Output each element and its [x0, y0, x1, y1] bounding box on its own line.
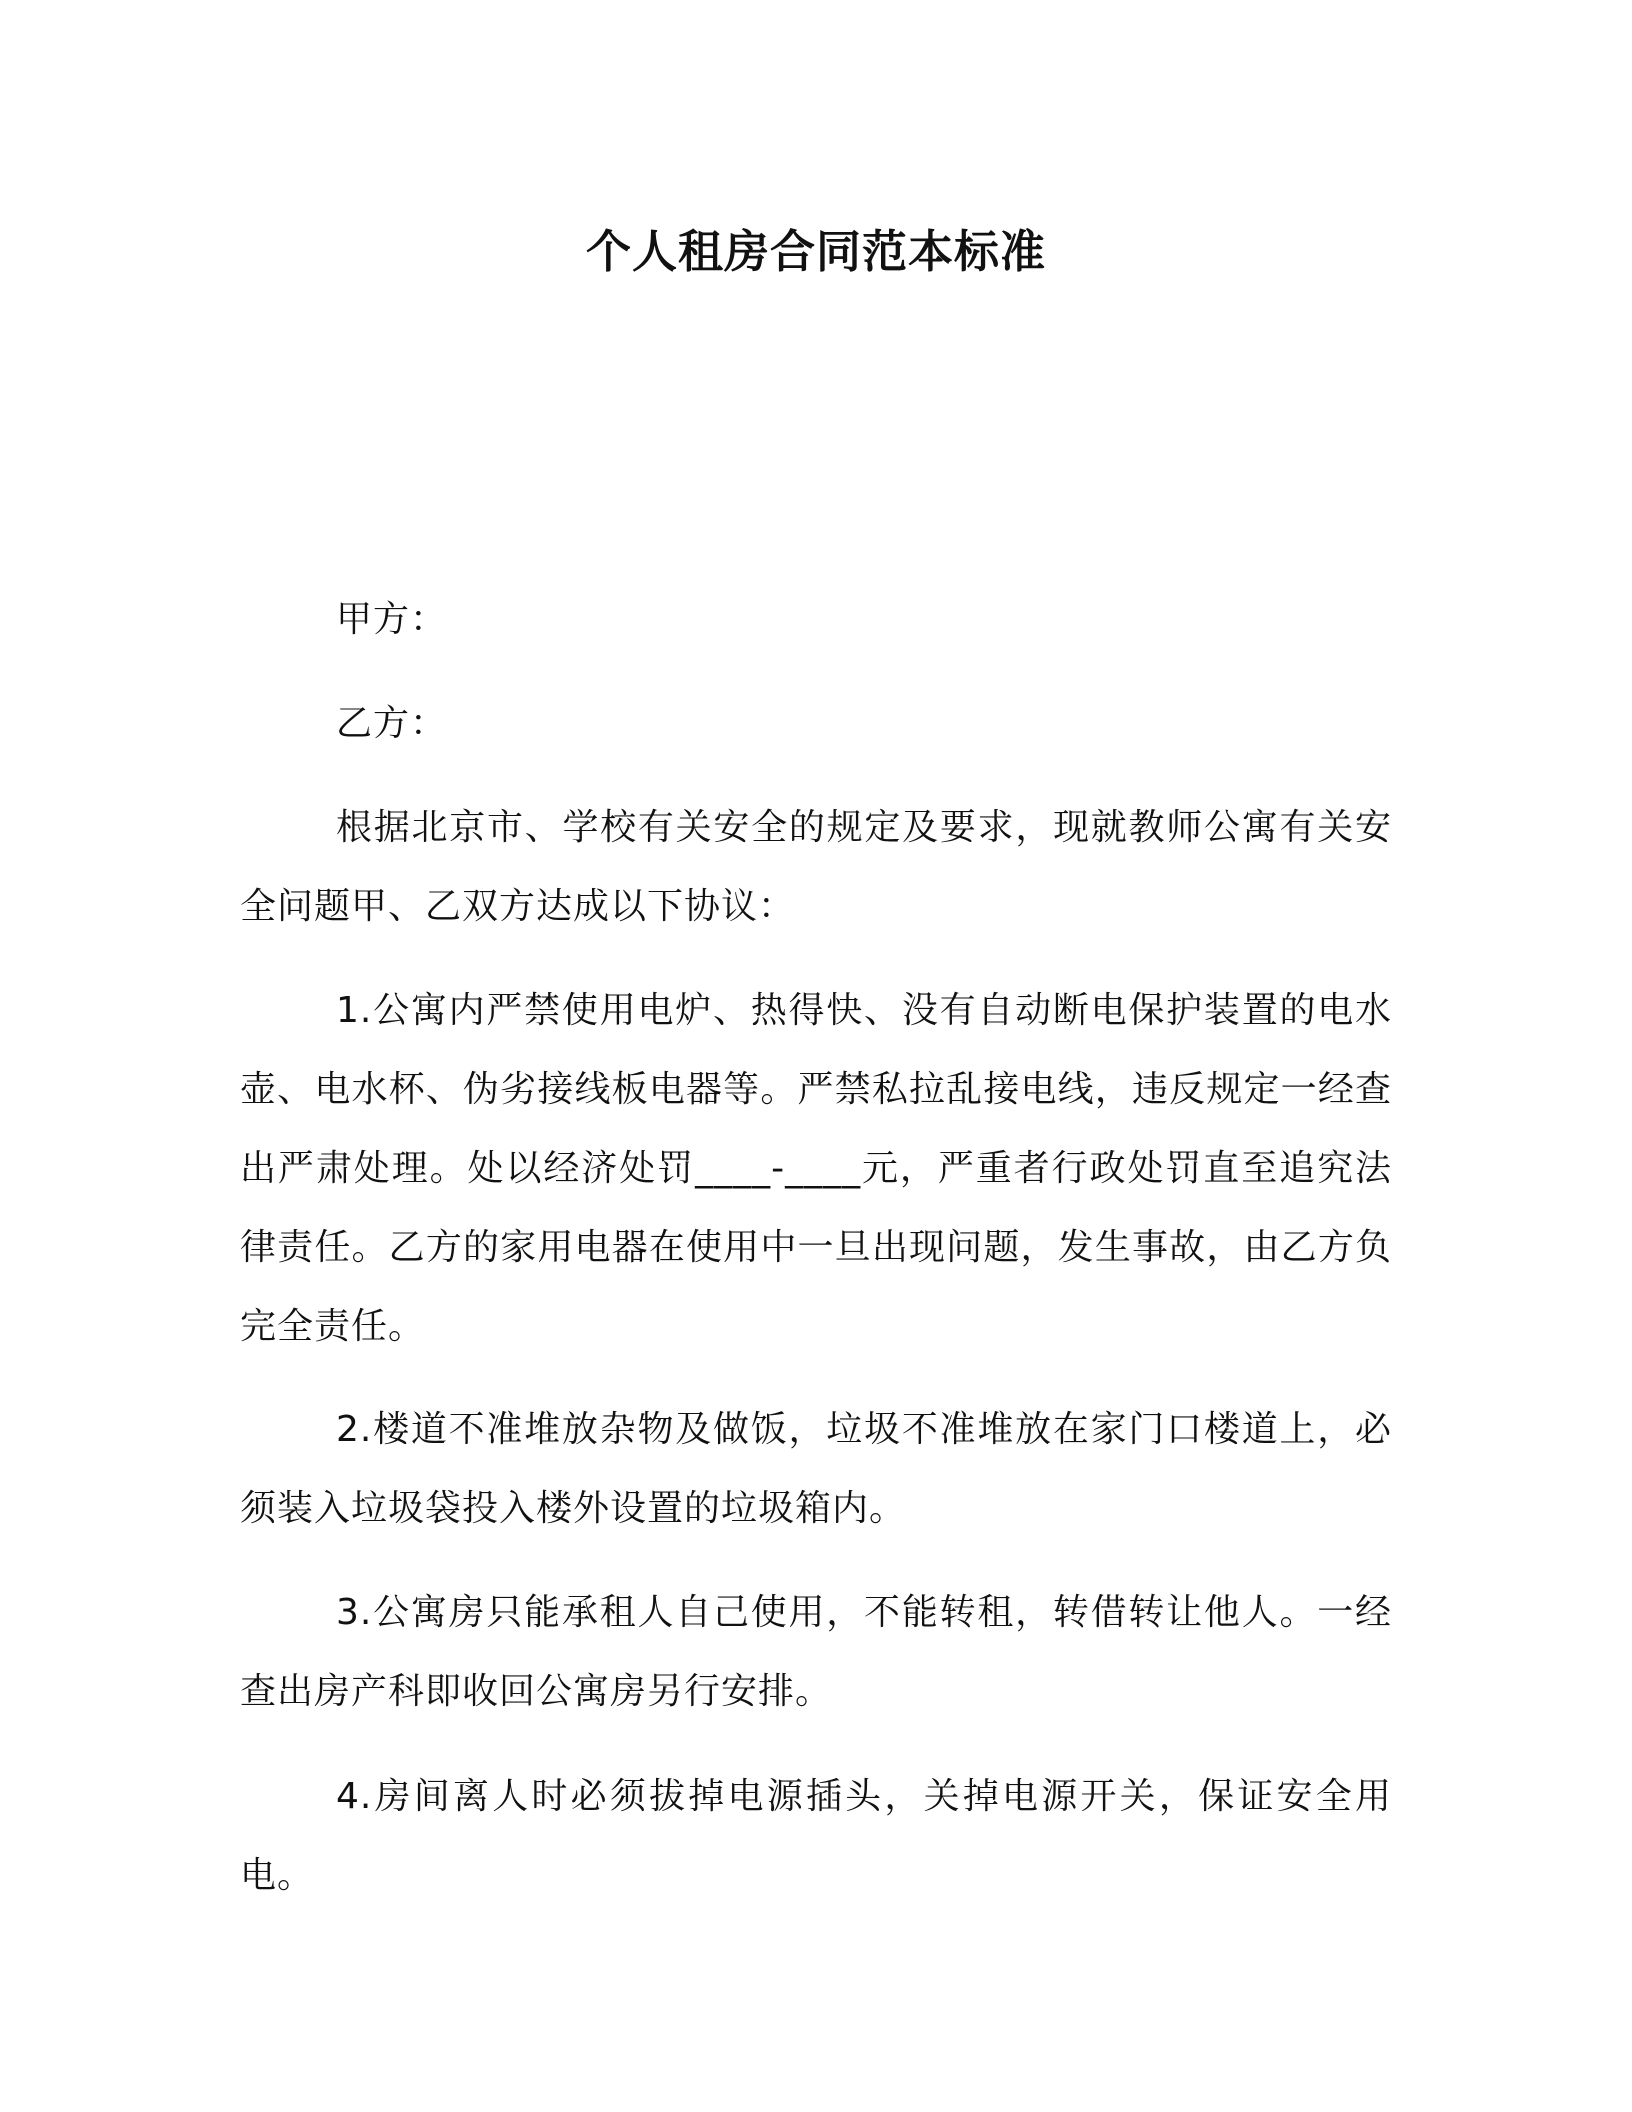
clause-2-paragraph: 2.楼道不准堆放杂物及做饭，垃圾不准堆放在家门口楼道上，必须装入垃圾袋投入楼外设置的垃圾箱内。 — [240, 1409, 1392, 1529]
clause-3-paragraph: 3.公寓房只能承租人自己使用，不能转租，转借转让他人。一经查出房产科即收回公寓房另行安排。 — [240, 1592, 1392, 1712]
document-title: 个人租房合同范本标准 — [585, 225, 1046, 278]
party-b-line: 乙方： — [336, 703, 448, 744]
clause-1-paragraph: 1.公寓内严禁使用电炉、热得快、没有自动断电保护装置的电水壶、电水杯、伪劣接线板电器等。严禁私拉乱接电线，违反规定一经查出严肃处理。处以经济处罚____-____元，严重者行政处罚直至追究法律责任。乙方的家用电器在使用中一旦出现问题，发生事故，由乙方负完全责任。 — [240, 990, 1392, 1347]
party-a-line: 甲方： — [336, 599, 448, 640]
intro-paragraph: 根据北京市、学校有关安全的规定及要求，现就教师公寓有关安全问题甲、乙双方达成以下协议： — [240, 807, 1392, 927]
clause-4-paragraph: 4.房间离人时必须拔掉电源插头，关掉电源开关，保证安全用电。 — [240, 1776, 1392, 1896]
